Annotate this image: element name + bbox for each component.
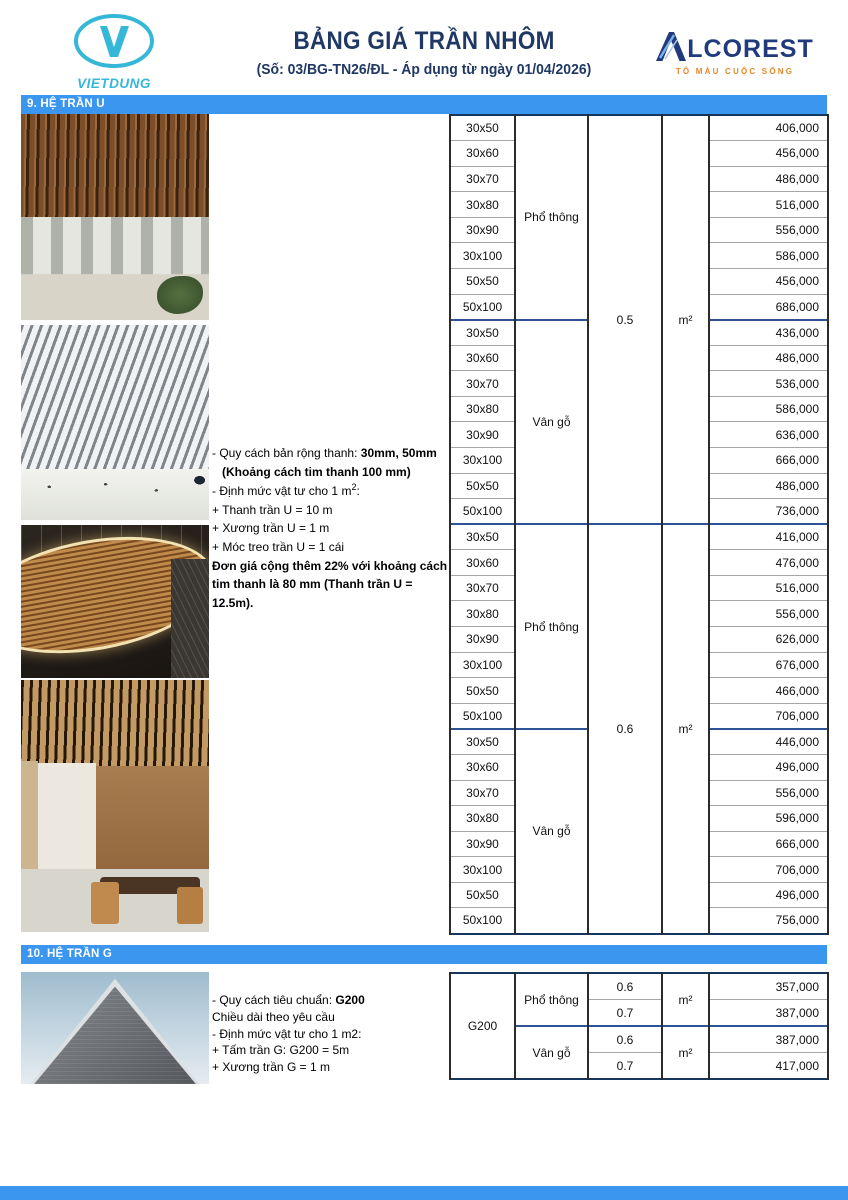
coefficient-cell: 0.6 (588, 524, 662, 933)
note-line: + Xương trần U = 1 m (212, 521, 330, 536)
price-cell: 357,000 (709, 973, 828, 1000)
size-cell: 30x90 (450, 422, 515, 448)
price-row (450, 973, 828, 1000)
unit-cell: m² (662, 1026, 709, 1079)
photo-wood-wall (96, 766, 209, 869)
price-cell: 666,000 (709, 448, 828, 474)
photo-curtain (21, 761, 38, 877)
vietdung-logo (60, 14, 168, 91)
note-line: + Xương trần G = 1 m (212, 1060, 330, 1075)
price-row (450, 524, 828, 550)
size-cell: 30x90 (450, 627, 515, 653)
section10-header-bar: 10. HỆ TRẦN G (21, 945, 827, 964)
size-cell: 30x90 (450, 217, 515, 243)
vietdung-oval-icon (72, 14, 156, 70)
price-cell: 536,000 (709, 371, 828, 397)
size-cell: 30x60 (450, 141, 515, 167)
section10-photo-roof-corner (21, 972, 209, 1084)
price-cell: 486,000 (709, 166, 828, 192)
size-cell: 30x80 (450, 601, 515, 627)
size-cell: 30x100 (450, 652, 515, 678)
size-cell: 30x100 (450, 243, 515, 269)
photo-marble-column (171, 559, 209, 678)
price-cell: 406,000 (709, 115, 828, 141)
size-cell: 30x80 (450, 396, 515, 422)
price-cell: 496,000 (709, 754, 828, 780)
size-cell: 30x80 (450, 806, 515, 832)
size-cell: 50x50 (450, 882, 515, 908)
photo-ceiling-slats (21, 680, 209, 766)
alcorest-logo (651, 26, 819, 76)
size-cell: 50x100 (450, 499, 515, 525)
price-cell: 756,000 (709, 908, 828, 934)
page-title: BẢNG GIÁ TRẦN NHÔM (293, 27, 555, 55)
finish-type-cell: Vân gỗ (515, 1026, 588, 1079)
price-cell: 416,000 (709, 524, 828, 550)
section9-notes (212, 444, 449, 612)
size-cell: 50x50 (450, 473, 515, 499)
finish-type-cell: Phổ thông (515, 973, 588, 1026)
price-cell: 387,000 (709, 1000, 828, 1027)
price-cell: 496,000 (709, 882, 828, 908)
price-cell: 586,000 (709, 396, 828, 422)
price-cell: 446,000 (709, 729, 828, 755)
size-cell: 30x70 (450, 780, 515, 806)
size-cell: 30x100 (450, 448, 515, 474)
photo-baffle-slats (21, 325, 209, 469)
note-line: Chiều dài theo yêu cầu (212, 1009, 335, 1024)
size-cell: 30x50 (450, 524, 515, 550)
section9-header-bar: 9. HỆ TRẦN U (21, 95, 827, 114)
price-cell: 456,000 (709, 268, 828, 294)
photo-roof-panels (34, 987, 196, 1084)
coefficient-cell: 0.6 (588, 973, 662, 1000)
size-cell: 30x100 (450, 857, 515, 883)
price-cell: 436,000 (709, 320, 828, 346)
coefficient-cell: 0.7 (588, 1000, 662, 1027)
note-surcharge: Đơn giá cộng thêm 22% với khoảng cách tim thanh là 80 mm (Thanh trần U = 12.5m). (212, 558, 448, 610)
price-cell: 676,000 (709, 652, 828, 678)
note-line: + Móc treo trần U = 1 cái (212, 539, 345, 554)
note-line: - Quy cách bản rộng thanh: 30mm, 50mm (212, 446, 437, 460)
alcorest-tagline: TÔ MÀU CUỘC SỐNG (675, 67, 795, 76)
size-cell: 30x70 (450, 371, 515, 397)
price-cell: 387,000 (709, 1026, 828, 1053)
photo-interior (21, 469, 209, 520)
size-cell: 30x70 (450, 166, 515, 192)
price-cell: 516,000 (709, 575, 828, 601)
size-cell: 30x90 (450, 831, 515, 857)
size-cell: 30x80 (450, 192, 515, 218)
size-cell: 30x60 (450, 345, 515, 371)
alcorest-a-icon (656, 31, 687, 62)
note-line: + Thanh trần U = 10 m (212, 502, 333, 517)
size-cell: 30x50 (450, 320, 515, 346)
section10-price-grid (449, 972, 829, 1080)
price-cell: 706,000 (709, 703, 828, 729)
note-line: - Định mức vật tư cho 1 $m^2$: (212, 482, 360, 499)
price-cell: 626,000 (709, 627, 828, 653)
model-cell: G200 (450, 973, 515, 1079)
page-footer-bar (0, 1186, 848, 1200)
size-cell: 50x100 (450, 703, 515, 729)
price-cell: 556,000 (709, 217, 828, 243)
finish-type-cell: Vân gỗ (515, 320, 588, 525)
price-cell: 486,000 (709, 473, 828, 499)
price-cell: 596,000 (709, 806, 828, 832)
unit-cell: m² (662, 524, 709, 933)
photo-chair (91, 882, 119, 925)
section10-notes (212, 992, 449, 1076)
size-cell: 30x50 (450, 729, 515, 755)
section9-photo-wood-corridor (21, 114, 209, 320)
coefficient-cell: 0.6 (588, 1026, 662, 1053)
alcorest-logo-text: LCOREST (687, 35, 814, 64)
price-cell: 556,000 (709, 780, 828, 806)
price-cell: 556,000 (709, 601, 828, 627)
finish-type-cell: Phổ thông (515, 115, 588, 320)
unit-cell: m² (662, 973, 709, 1026)
photo-chair (177, 887, 203, 925)
unit-cell: m² (662, 115, 709, 524)
price-cell: 486,000 (709, 345, 828, 371)
size-cell: 30x60 (450, 550, 515, 576)
note-line: - Quy cách tiêu chuẩn: G200 (212, 993, 365, 1007)
size-cell: 50x100 (450, 294, 515, 320)
finish-type-cell: Vân gỗ (515, 729, 588, 934)
section9-price-grid (449, 114, 829, 935)
price-cell: 686,000 (709, 294, 828, 320)
size-cell: 30x60 (450, 754, 515, 780)
section9-description (209, 114, 449, 933)
size-cell: 30x50 (450, 115, 515, 141)
coefficient-cell: 0.5 (588, 115, 662, 524)
price-cell: 476,000 (709, 550, 828, 576)
section9-photo-dining-room (21, 680, 209, 932)
price-cell: 736,000 (709, 499, 828, 525)
finish-type-cell: Phổ thông (515, 524, 588, 729)
price-cell: 417,000 (709, 1053, 828, 1080)
price-cell: 456,000 (709, 141, 828, 167)
size-cell: 50x50 (450, 268, 515, 294)
price-cell: 516,000 (709, 192, 828, 218)
size-cell: 50x100 (450, 908, 515, 934)
page-subtitle: (Số: 03/BG-TN26/ĐL - Áp dụng từ ngày 01/04/2026) (256, 61, 592, 78)
price-cell: 636,000 (709, 422, 828, 448)
section9-photo-curved-wood-disc (21, 525, 209, 678)
price-cell: 706,000 (709, 857, 828, 883)
section10-description (209, 972, 449, 1078)
vietdung-logo-text: VIETDUNG (77, 76, 151, 91)
coefficient-cell: 0.7 (588, 1053, 662, 1080)
note-line: (Khoảng cách tim thanh 100 mm) (222, 464, 411, 479)
size-cell: 30x70 (450, 575, 515, 601)
note-line: + Tấm trần G: G200 = 5m (212, 1043, 350, 1058)
note-line: - Định mức vật tư cho 1 m2: (212, 1026, 362, 1041)
price-row (450, 115, 828, 141)
price-cell: 666,000 (709, 831, 828, 857)
size-cell: 50x50 (450, 678, 515, 704)
price-cell: 586,000 (709, 243, 828, 269)
section9-photo-grey-baffle (21, 325, 209, 520)
price-cell: 466,000 (709, 678, 828, 704)
